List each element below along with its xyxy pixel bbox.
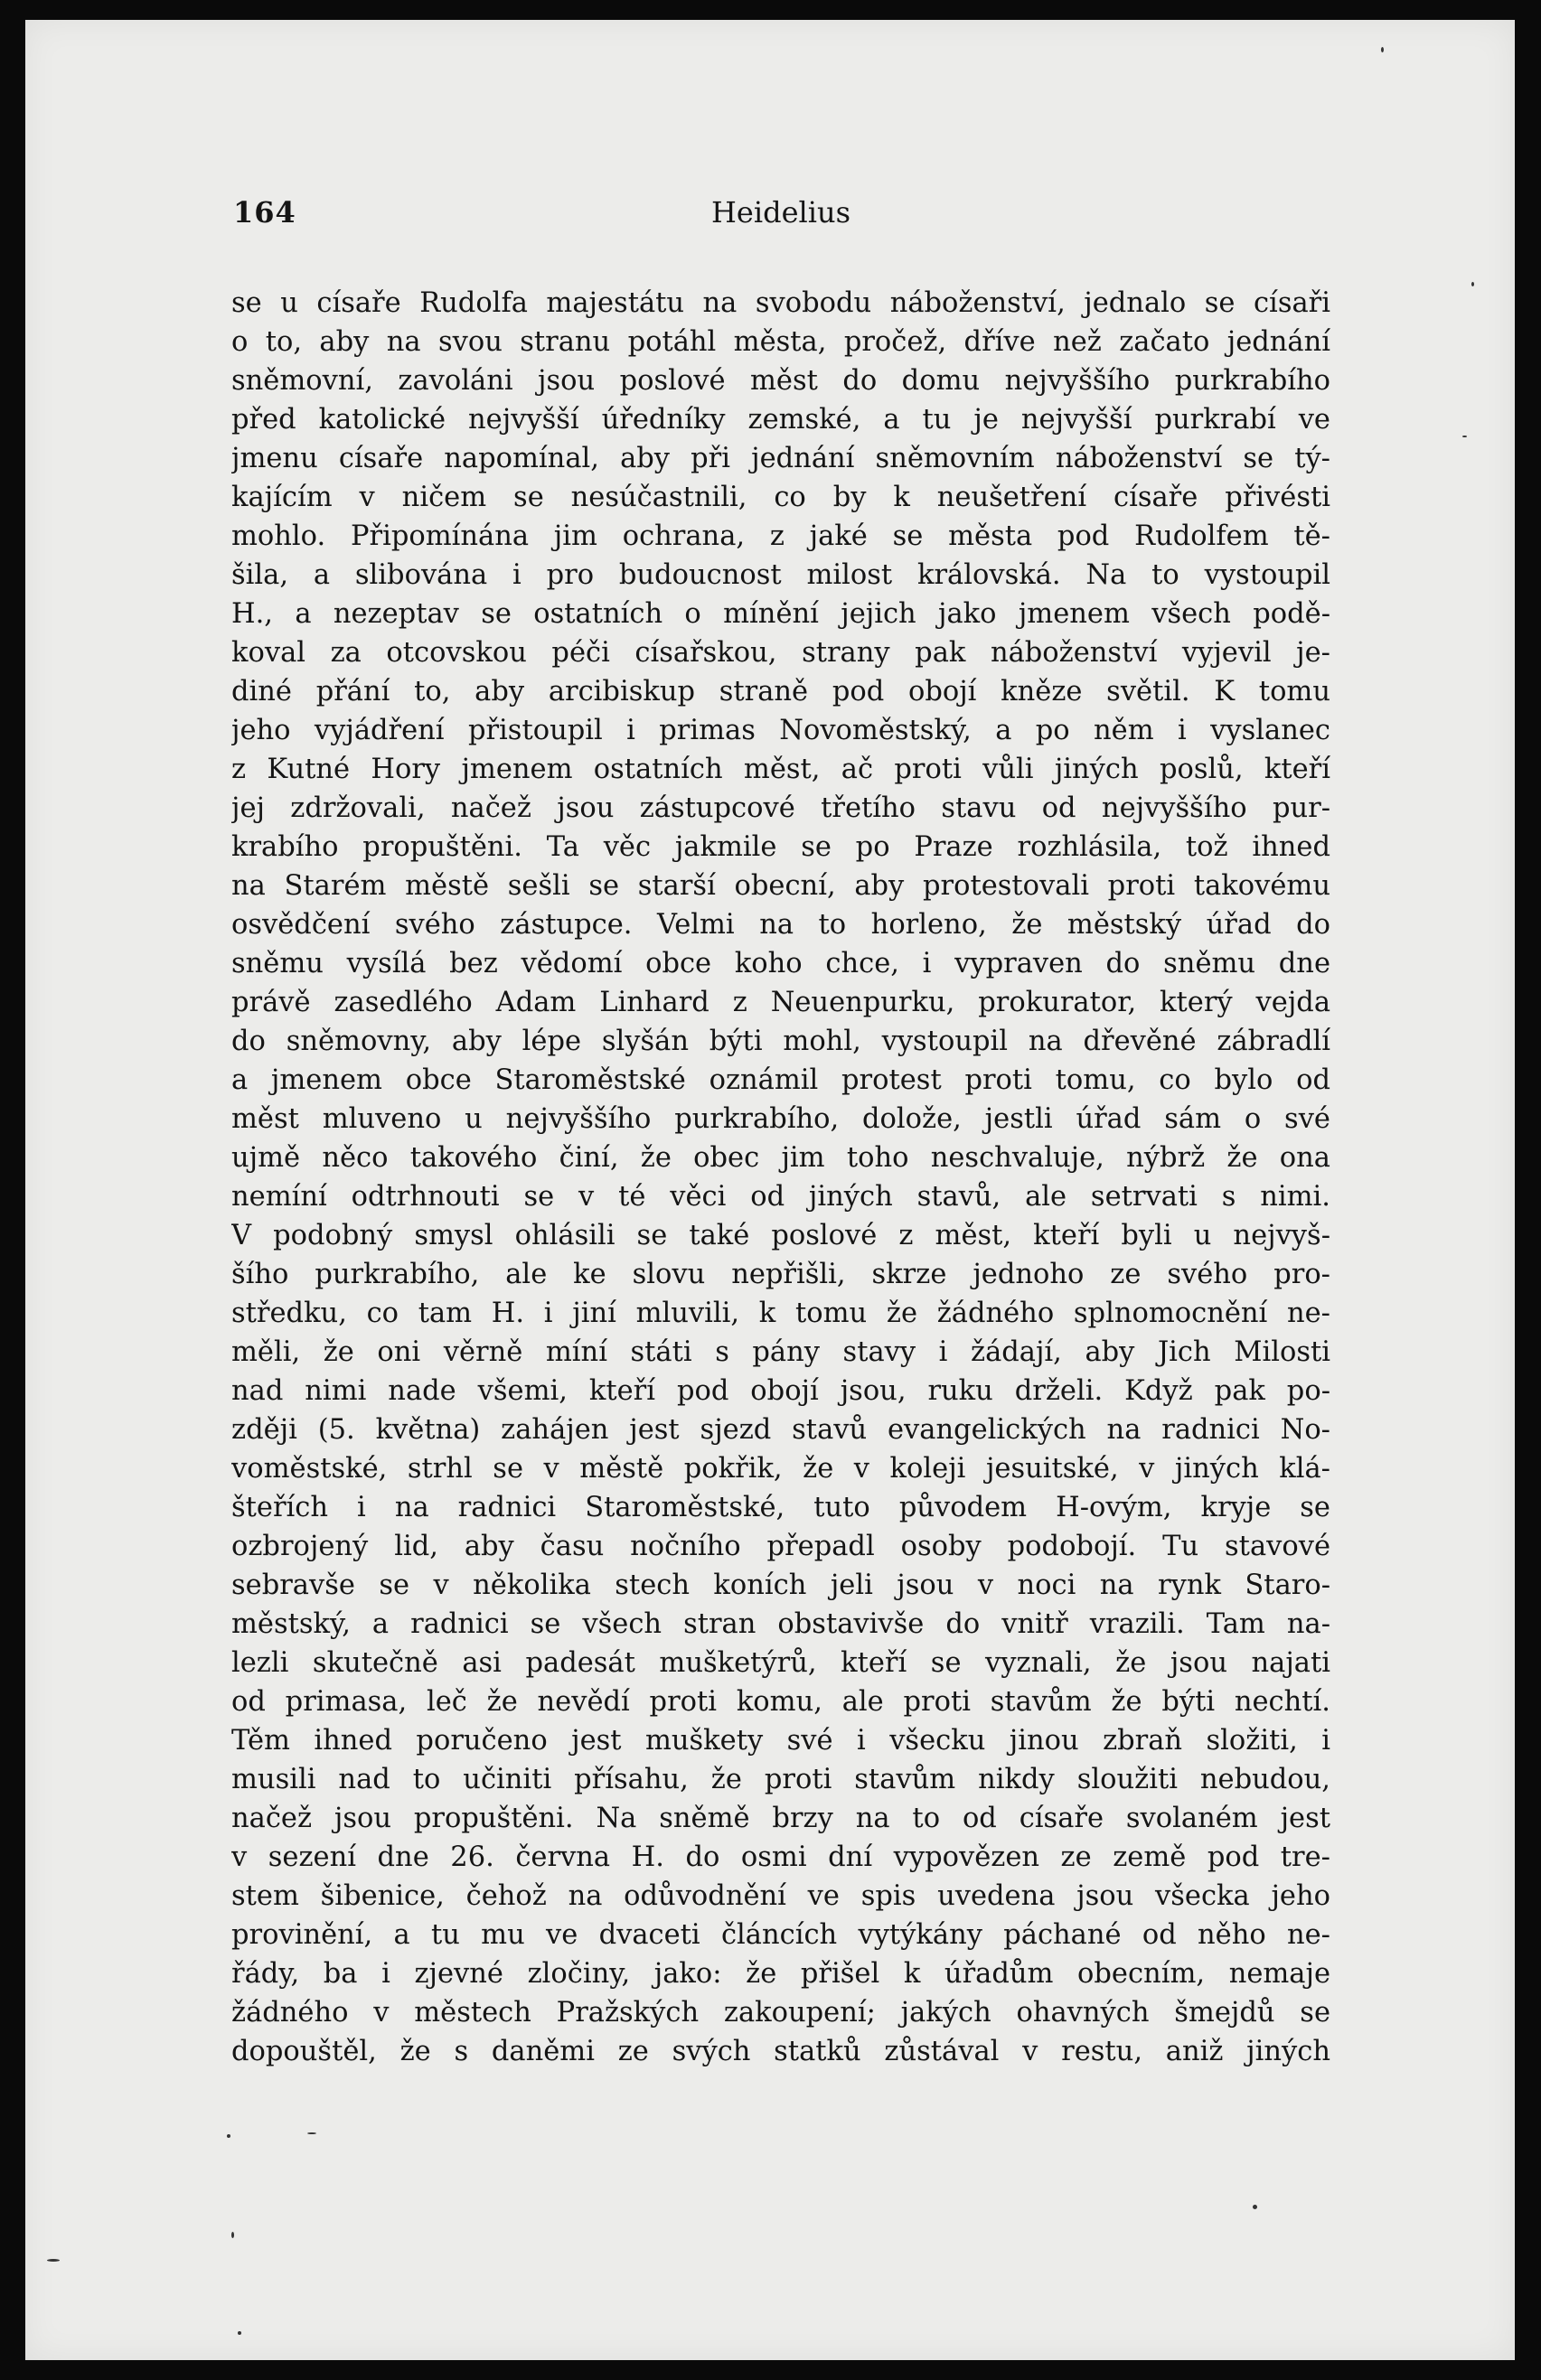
- text-line: dopouštěl, že s daněmi ze svých statků zůstával v restu, aniž jiných: [231, 2036, 1330, 2067]
- text-line: na Starém městě sešli se starší obecní, aby protestovali proti takovému: [231, 870, 1330, 902]
- scan-speck: [47, 2259, 60, 2262]
- text-line: sněmovní, zavoláni jsou poslové měst do domu nejvyššího purkrabího: [231, 365, 1330, 397]
- text-line: krabího propuštěni. Ta věc jakmile se po Praze rozhlásila, tož ihned: [231, 831, 1330, 863]
- text-line: jej zdržovali, načež jsou zástupcové třetího stavu od nejvyššího pur-: [231, 792, 1330, 824]
- text-line: a jmenem obce Staroměstské oznámil protest proti tomu, co bylo od: [231, 1064, 1330, 1096]
- text-line: voměstské, strhl se v městě pokřik, že v koleji jesuitské, v jiných klá-: [231, 1453, 1330, 1485]
- text-line: městský, a radnici se všech stran obstavivše do vnitř vrazili. Tam na-: [231, 1608, 1330, 1640]
- text-line: provinění, a tu mu ve dvaceti článcích vytýkány páchané od něho ne-: [231, 1919, 1330, 1951]
- text-line: šila, a slibována i pro budoucnost milost královská. Na to vystoupil: [231, 559, 1330, 591]
- text-line: koval za otcovskou péči císařskou, strany pak náboženství vyjevil je-: [231, 637, 1330, 669]
- text-line: Těm ihned poručeno jest muškety své i všecku jinou zbraň složiti, i: [231, 1725, 1330, 1757]
- text-line: načež jsou propuštěni. Na sněmě brzy na to od císaře svolaném jest: [231, 1803, 1330, 1834]
- text-line: šteřích i na radnici Staroměstské, tuto původem H-ovým, kryje se: [231, 1492, 1330, 1523]
- text-line: mohlo. Připomínána jim ochrana, z jaké se města pod Rudolfem tě-: [231, 520, 1330, 552]
- body-text: [231, 284, 1330, 2071]
- scanned-page: [25, 20, 1515, 2360]
- text-line: žádného v městech Pražských zakoupení; jakých ohavných šmejdů se: [231, 1997, 1330, 2029]
- text-line: měli, že oni věrně míní státi s pány stavy i žádají, aby Jich Milosti: [231, 1336, 1330, 1368]
- text-line: V podobný smysl ohlásili se také poslové z měst, kteří byli u nejvyš-: [231, 1220, 1330, 1251]
- text-line: měst mluveno u nejvyššího purkrabího, dolože, jestli úřad sám o své: [231, 1103, 1330, 1135]
- text-line: středku, co tam H. i jiní mluvili, k tomu že žádného splnomocnění ne-: [231, 1298, 1330, 1329]
- text-line: právě zasedlého Adam Linhard z Neuenpurku, prokurator, který vejda: [231, 987, 1330, 1018]
- scan-speck: [1462, 436, 1467, 437]
- scan-speck: [238, 2331, 241, 2335]
- text-line: lezli skutečně asi padesát mušketýrů, kteří se vyznali, že jsou najati: [231, 1647, 1330, 1679]
- text-line: diné přání to, aby arcibiskup straně pod obojí kněze světil. K tomu: [231, 676, 1330, 707]
- page-number: 164: [233, 195, 296, 230]
- text-line: jmenu císaře napomínal, aby při jednání sněmovním náboženství se tý-: [231, 443, 1330, 474]
- text-line: nad nimi nade všemi, kteří pod obojí jsou, ruku drželi. Když pak po-: [231, 1375, 1330, 1407]
- text-line: od primasa, leč že nevědí proti komu, ale proti stavům že býti nechtí.: [231, 1686, 1330, 1718]
- text-line: ujmě něco takového činí, že obec jim toho neschvaluje, nýbrž že ona: [231, 1142, 1330, 1174]
- scan-speck: [1471, 282, 1474, 286]
- scan-speck: [307, 2132, 316, 2134]
- scan-speck: [227, 2134, 230, 2138]
- text-line: zději (5. května) zahájen jest sjezd stavů evangelických na radnici No-: [231, 1414, 1330, 1446]
- text-line: nemíní odtrhnouti se v té věci od jiných stavů, ale setrvati s nimi.: [231, 1181, 1330, 1213]
- text-line: sebravše se v několika stech koních jeli jsou v noci na rynk Staro-: [231, 1569, 1330, 1601]
- text-line: před katolické nejvyšší úředníky zemské, a tu je nejvyšší purkrabí ve: [231, 404, 1330, 436]
- text-line: kajícím v ničem se nesúčastnili, co by k neušetření císaře přivésti: [231, 482, 1330, 513]
- scan-speck: [1381, 47, 1384, 52]
- text-line: se u císaře Rudolfa majestátu na svobodu náboženství, jednalo se císaři: [231, 287, 1330, 319]
- text-line: sněmu vysílá bez vědomí obce koho chce, i vypraven do sněmu dne: [231, 948, 1330, 979]
- scan-speck: [231, 2232, 234, 2238]
- text-line: do sněmovny, aby lépe slyšán býti mohl, vystoupil na dřevěné zábradlí: [231, 1026, 1330, 1057]
- text-line: jeho vyjádření přistoupil i primas Novoměstský, a po něm i vyslanec: [231, 715, 1330, 746]
- page-header: [233, 195, 1329, 239]
- text-line: osvědčení svého zástupce. Velmi na to horleno, že městský úřad do: [231, 909, 1330, 941]
- text-line: v sezení dne 26. června H. do osmi dní vypovězen ze země pod tre-: [231, 1841, 1330, 1873]
- text-line: z Kutné Hory jmenem ostatních měst, ač proti vůli jiných poslů, kteří: [231, 754, 1330, 785]
- text-line: řády, ba i zjevné zločiny, jako: že přišel k úřadům obecním, nemaje: [231, 1958, 1330, 1990]
- text-line: o to, aby na svou stranu potáhl města, pročež, dříve než začato jednání: [231, 326, 1330, 358]
- running-head: Heidelius: [711, 195, 850, 230]
- text-line: ozbrojený lid, aby času nočního přepadl osoby podobojí. Tu stavové: [231, 1531, 1330, 1562]
- text-line: stem šibenice, čehož na odůvodnění ve spis uvedena jsou všecka jeho: [231, 1880, 1330, 1912]
- text-line: musili nad to učiniti přísahu, že proti stavům nikdy sloužiti nebudou,: [231, 1764, 1330, 1795]
- text-line: šího purkrabího, ale ke slovu nepřišli, skrze jednoho ze svého pro-: [231, 1259, 1330, 1290]
- text-line: H., a nezeptav se ostatních o mínění jejich jako jmenem všech podě-: [231, 598, 1330, 630]
- scan-speck: [1253, 2205, 1257, 2209]
